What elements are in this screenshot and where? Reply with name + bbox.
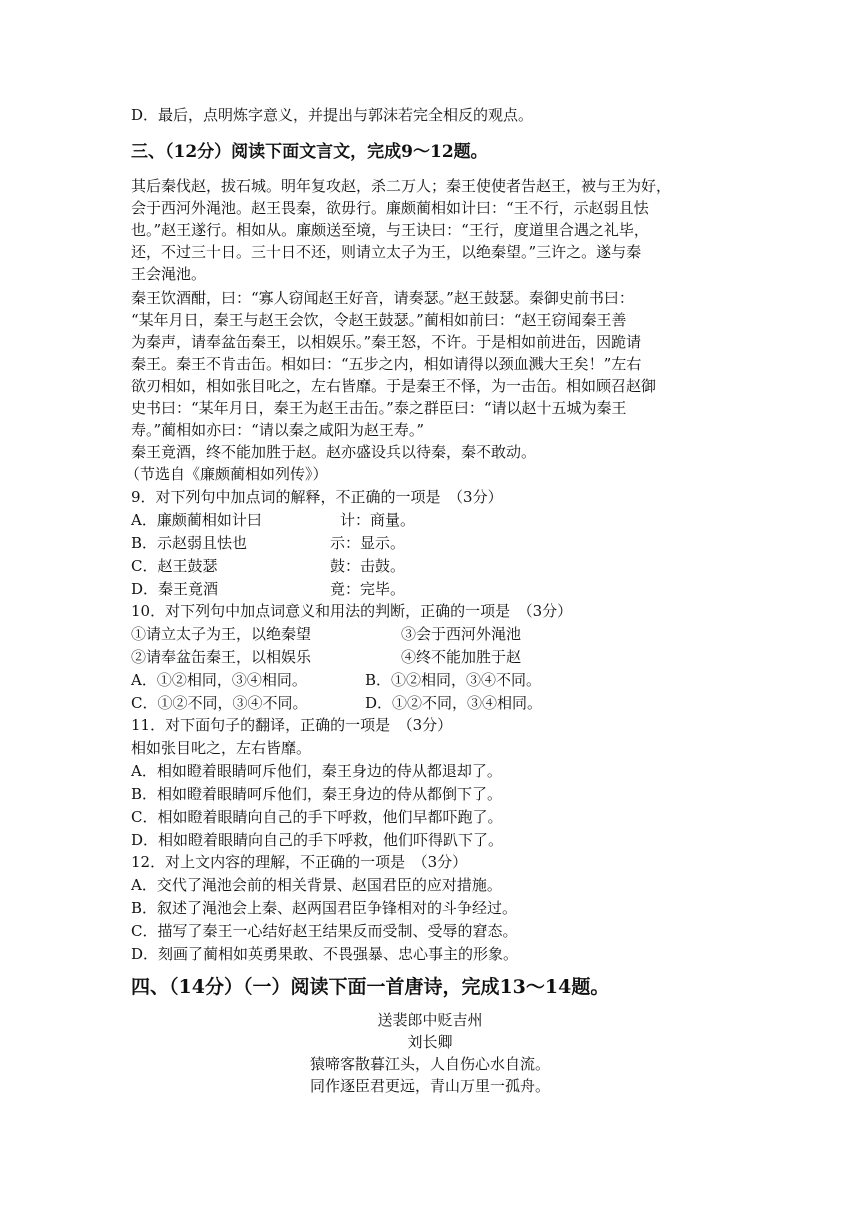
q9-option-d-gloss: 竟：完毕。 xyxy=(330,580,406,598)
q11-option-c: C．相如瞪着眼睛向自己的手下呼救，他们早都吓跑了。 xyxy=(131,808,503,826)
q9-stem: 9．对下列句中加点词的解释，不正确的一项是 （3分） xyxy=(131,488,503,506)
q10-option-b: B．①②相同，③④不同。 xyxy=(365,671,542,689)
q9-option-c-gloss: 鼓：击鼓。 xyxy=(330,557,406,575)
passage-line: 其后秦伐赵，拔石城。明年复攻赵，杀二万人；秦王使使者告赵王，被与王为好， xyxy=(131,177,672,195)
q9-option-c: C．赵王鼓瑟 xyxy=(131,557,218,575)
passage-line: 秦王竟酒，终不能加胜于赵。赵亦盛设兵以待秦，秦不敢动。 xyxy=(131,443,537,461)
q10-option-c: C．①②不同，③④不同。 xyxy=(131,694,308,712)
q12-option-a: A．交代了渑池会前的相关背景、赵国君臣的应对措施。 xyxy=(131,876,502,894)
q11-option-d: D．相如瞪着眼睛向自己的手下呼救，他们吓得趴下了。 xyxy=(131,831,504,849)
q10-option-d: D．①②不同，③④相同。 xyxy=(365,694,543,712)
poem-author: 刘长卿 xyxy=(407,1033,453,1051)
passage-line: 王会渑池。 xyxy=(131,265,207,283)
q10-stem: 10．对下列句中加点词意义和用法的判断，正确的一项是 （3分） xyxy=(131,602,573,620)
q11-option-b: B．相如瞪着眼睛呵斥他们，秦王身边的侍从都倒下了。 xyxy=(131,785,503,803)
q10-option-a: A．①②相同，③④相同。 xyxy=(131,671,307,689)
q11-option-a: A．相如瞪着眼睛呵斥他们，秦王身边的侍从都退却了。 xyxy=(131,762,502,780)
q12-option-c: C．描写了秦王一心结好赵王结果反而受制、受辱的窘态。 xyxy=(131,922,518,940)
passage-line: 为秦声，请奉盆缶秦王，以相娱乐。”秦王怒，不许。于是相如前进缶，因跪请 xyxy=(131,333,642,351)
passage-line: 还，不过三十日。三十日不还，则请立太子为王，以绝秦望。”三许之。遂与秦 xyxy=(131,243,642,261)
q10-sentence-2: ②请奉盆缶秦王，以相娱乐 xyxy=(131,648,312,666)
q12-option-b: B．叙述了渑池会上秦、赵两国君臣争锋相对的斗争经过。 xyxy=(131,899,518,917)
passage-line: 会于西河外渑池。赵王畏秦，欲毋行。廉颇蔺相如计曰：“王不行，示赵弱且怯 xyxy=(131,199,649,217)
poem-line: 同作逐臣君更远，青山万里一孤舟。 xyxy=(309,1077,550,1095)
passage-line: “某年月日，秦王与赵王会饮，令赵王鼓瑟。”蔺相如前曰：“赵王窃闻秦王善 xyxy=(131,311,627,329)
section4-heading: 四、（14分）（一）阅读下面一首唐诗，完成13～14题。 xyxy=(131,976,610,998)
passage-line: 寿。”蔺相如亦曰：“请以秦之咸阳为赵王寿。” xyxy=(131,421,425,439)
q9-option-a: A．廉颇蔺相如计曰 xyxy=(131,511,262,529)
passage-line: 欲刃相如，相如张目叱之，左右皆靡。于是秦王不怿，为一击缶。相如顾召赵御 xyxy=(131,377,657,395)
q10-sentence-1: ①请立太子为王，以绝秦望 xyxy=(131,625,312,643)
q11-stem: 11．对下面句子的翻译，正确的一项是 （3分） xyxy=(131,716,453,734)
passage-line: 秦王饮酒酣，曰：“寡人窃闻赵王好音，请奏瑟。”赵王鼓瑟。秦御史前书曰： xyxy=(131,289,634,307)
q10-sentence-4: ④终不能加胜于赵 xyxy=(401,648,522,666)
q10-sentence-3: ③会于西河外渑池 xyxy=(401,625,522,643)
q12-stem: 12．对上文内容的理解，不正确的一项是 （3分） xyxy=(131,853,468,871)
poem-title: 送裴郎中贬吉州 xyxy=(377,1011,483,1029)
poem-line: 猿啼客散暮江头，人自伤心水自流。 xyxy=(309,1055,550,1073)
section3-heading: 三、（12分）阅读下面文言文，完成9～12题。 xyxy=(131,142,488,162)
q11-sentence: 相如张目叱之，左右皆靡。 xyxy=(131,739,312,757)
q9-option-b-gloss: 示：显示。 xyxy=(330,534,406,552)
passage-source: （节选自《廉颇蔺相如列传》） xyxy=(125,465,328,483)
prev-option-d: D．最后，点明炼字意义，并提出与郭沫若完全相反的观点。 xyxy=(131,106,534,124)
q9-option-a-gloss: 计：商量。 xyxy=(340,511,416,529)
q9-option-d: D．秦王竟酒 xyxy=(131,580,219,598)
passage-line: 史书曰：“某年月日，秦王为赵王击缶。”泰之群臣曰：“请以赵十五城为秦王 xyxy=(131,399,627,417)
q9-option-b: B．示赵弱且怯也 xyxy=(131,534,248,552)
passage-line: 也。”赵王遂行。相如从。廉颇送至境，与王诀曰：“王行，度道里合遇之礼毕， xyxy=(131,221,649,239)
passage-line: 秦王。秦王不肯击缶。相如曰：“五步之内，相如请得以颈血溅大王矣！”左右 xyxy=(131,355,642,373)
q12-option-d: D．刻画了蔺相如英勇果敢、不畏强暴、忠心事主的形象。 xyxy=(131,945,519,963)
